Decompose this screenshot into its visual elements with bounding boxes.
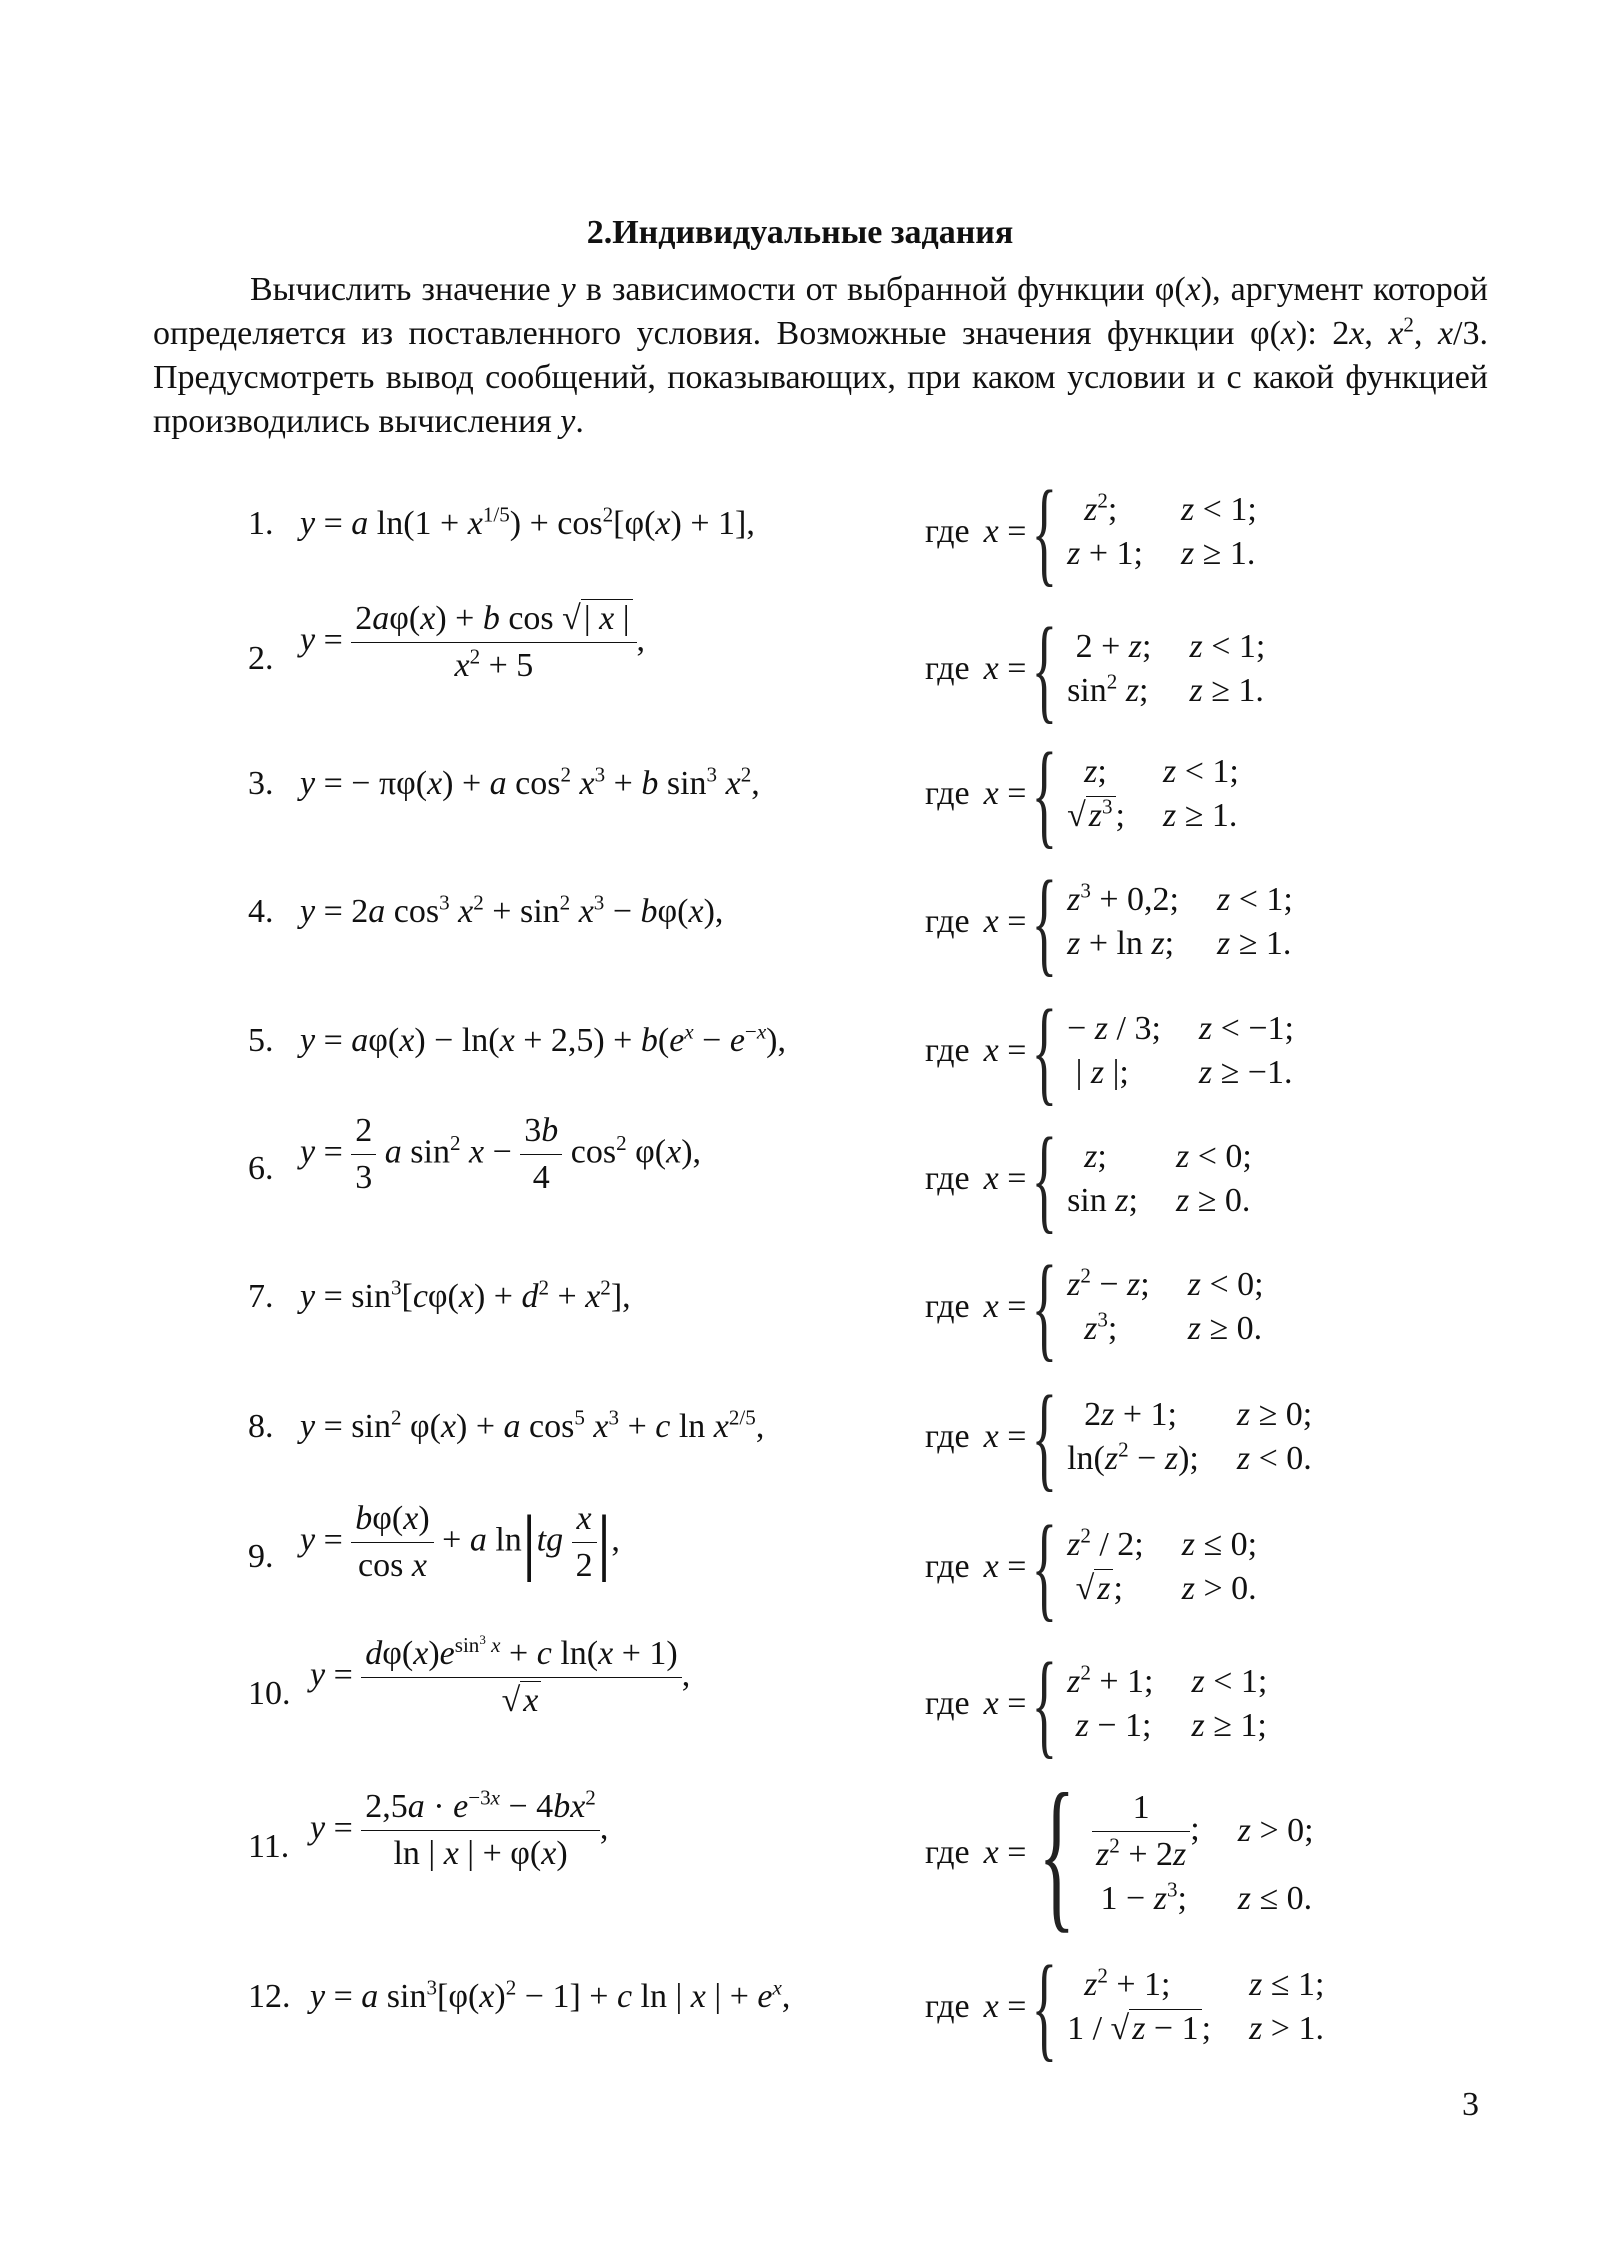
task-formula: y = $\frac{d\varphi(x)e^{sin^3 x} + c \ln(x + 1)}{√x}$ , (310, 1631, 691, 1719)
condition: где x = { $z^2 + 1$; z < 1; z − 1; z ≥ 1; (925, 1638, 1268, 1769)
task-formula: y = − πφ(x) + a $\cos^2 x^3 + b$ $\sin^3 x^2$, (300, 762, 760, 802)
condition: где x = { $\frac{1}{z^2 + 2z}$ ; z > 0; $1 - z^3$; z ≤ 0. (925, 1759, 1314, 1947)
task-number: 9. (248, 1538, 274, 1575)
task-formula: y = 2a $\cos^3 x^2 + \sin^2 x^3 - b\varphi(x)$, (300, 890, 724, 930)
condition: где x = { 2z + 1; z ≥ 0; $\ln(z^2 - z)$; z < 0. (925, 1371, 1313, 1502)
condition: где x = { $z^3 + 0,2$; z < 1; z + ln z; z ≥ 1. (925, 856, 1293, 987)
task-number: 1. (248, 505, 274, 542)
condition: где x = { − z / 3; z < −1; | z |; z ≥ −1. (925, 985, 1294, 1116)
task-number: 10. (248, 1675, 291, 1712)
condition: где x = { $z^2 - z$; z < 0; $z^3$; z ≥ 0. (925, 1241, 1264, 1372)
task-formula: y = $\frac{2,5a \cdot e^{-3x} - 4bx^2}{\ln | x | + \varphi(x)}$ , (310, 1785, 609, 1872)
task-formula: y = $\frac{2}{3}$ a $\sin^2 x$ − $\frac{3b}{4}$ $\cos^2 \varphi(x)$, (300, 1112, 702, 1196)
task-number: 7. (248, 1278, 274, 1315)
condition: где x = { z; z < 1; $√z^3$; z ≥ 1. (925, 728, 1239, 859)
task-formula: y = $\frac{\text{2aφ(x) + b cos √| x |}}{x^2 + 5}$ , (300, 600, 646, 684)
task-formula: y = $\frac{b\varphi(x)}{\text{cos x}}$ + a ln|tg $\frac{x}{2}$ |, (300, 1500, 620, 1584)
task-formula: y = a $\sin^3[\varphi(x)^2 - 1] + c$ ln | x | + $e^x$, (310, 1975, 791, 2015)
task-formula: $y = a\varphi(x) - \ln(x + 2,5) + b(e^x - e^{-x})$, (300, 1019, 786, 1059)
task-number: 3. (248, 765, 274, 802)
page-number: 3 (1462, 2086, 1479, 2123)
task-description: Вычислить значение y в зависимости от выбранной функции φ(x), аргумент которой определяется из поставленного условия. Возможные значения функции φ(x): 2x, $x^2$, x/3. Предусмотреть вывод сообщений, показывающих, при каком условии и с какой функцией производились вычисления y. (153, 271, 1488, 440)
condition: где x = { $z^2 + 1$; z ≤ 1; 1 / √z − 1; z > 1. (925, 1941, 1325, 2072)
task-number: 2. (248, 640, 274, 677)
task-number: 4. (248, 893, 274, 930)
condition: где x = { z; z < 0; sin z; z ≥ 0. (925, 1113, 1252, 1244)
task-number: 8. (248, 1408, 274, 1445)
task-number: 12. (248, 1978, 291, 2015)
condition: где x = { $z^2 / 2$; z ≤ 0; √z; z > 0. (925, 1501, 1258, 1632)
condition: где x = { $z^2$; z < 1; z + 1; z ≥ 1. (925, 466, 1257, 597)
task-formula: $y = \sin^3[c\varphi(x) + d^2 + x^2]$, (300, 1275, 631, 1315)
task-number: 6. (248, 1150, 274, 1187)
section-heading: 2.Индивидуальные задания (586, 214, 1014, 251)
task-number: 11. (248, 1828, 290, 1865)
task-formula: y = a $\ln(1 + x^{1/5}) + \cos^2[\varphi(x) + 1]$, (300, 502, 755, 542)
task-formula: $y = \sin^2 \varphi(x) + a$ $\cos^5 x^3 + c$ $\ln x^{2/5}$, (300, 1405, 765, 1445)
condition: где x = { 2 + z; z < 1; $\sin^2 z$; z ≥ 1. (925, 603, 1266, 734)
task-number: 5. (248, 1022, 274, 1059)
